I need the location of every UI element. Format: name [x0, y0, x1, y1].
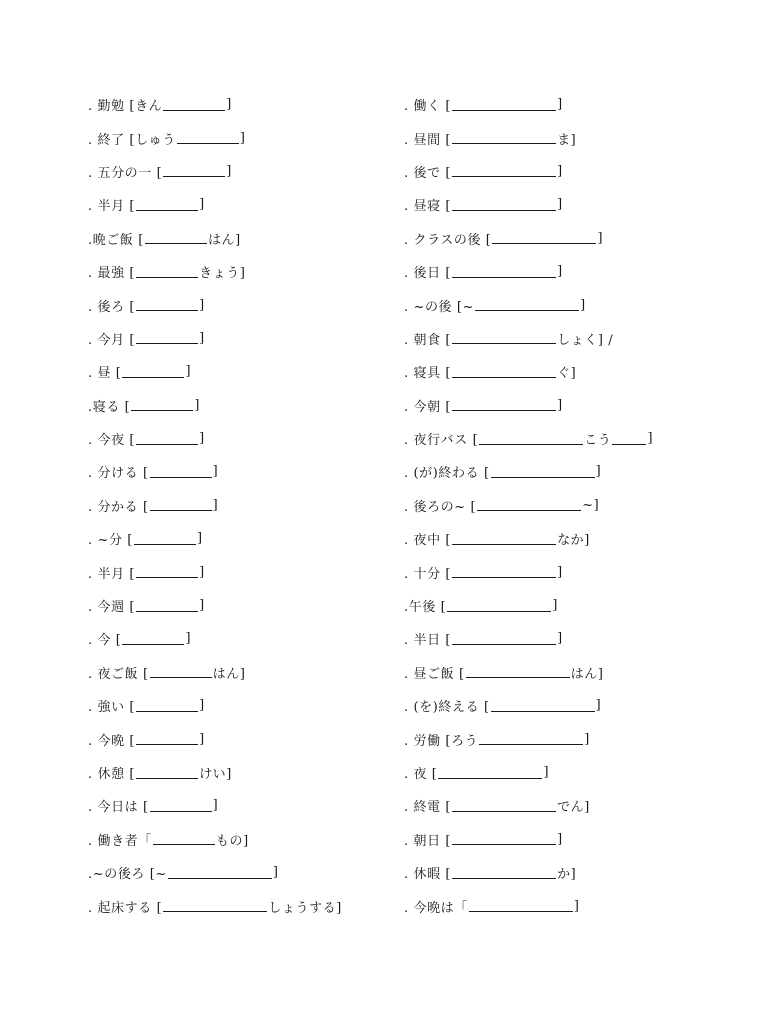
answer-blank[interactable] [150, 800, 212, 812]
item-text: . 今晩は「 [404, 900, 468, 916]
worksheet-item [404, 789, 754, 822]
answer-blank[interactable] [612, 433, 646, 445]
item-text: ] [647, 431, 654, 447]
answer-blank[interactable] [452, 266, 556, 278]
worksheet-item [404, 656, 754, 689]
worksheet-item [404, 856, 754, 889]
worksheet-item [88, 455, 388, 488]
answer-blank[interactable] [136, 600, 198, 612]
answer-blank[interactable] [479, 433, 583, 445]
answer-blank[interactable] [466, 666, 570, 678]
item-text: ] [557, 97, 563, 113]
answer-blank[interactable] [452, 366, 556, 378]
answer-blank[interactable] [163, 900, 267, 912]
item-text: ] [199, 197, 205, 213]
worksheet-item [88, 121, 388, 154]
item-text: . 分ける [ [88, 466, 149, 482]
worksheet-item [88, 322, 388, 355]
item-text: ] [584, 731, 590, 747]
right-column [404, 88, 754, 923]
answer-blank[interactable] [475, 299, 579, 311]
answer-blank[interactable] [145, 232, 207, 244]
left-column [88, 88, 388, 923]
worksheet-item [404, 355, 754, 388]
item-text: か] [557, 867, 577, 883]
answer-blank[interactable] [136, 433, 198, 445]
worksheet-item [88, 789, 388, 822]
item-text: ] [557, 631, 563, 647]
answer-blank[interactable] [491, 700, 595, 712]
item-text: ] [597, 230, 604, 246]
item-text: . 今夜 [ [88, 433, 136, 449]
item-text: けい] [199, 767, 232, 782]
answer-blank[interactable] [447, 600, 551, 612]
worksheet-item [88, 422, 388, 455]
item-text: . 昼間 [ [404, 132, 452, 148]
item-text: ] [196, 531, 203, 547]
answer-blank[interactable] [136, 299, 198, 311]
item-text: ] [573, 898, 580, 914]
answer-blank[interactable] [168, 867, 272, 879]
item-text: . 半月 [ [88, 566, 136, 582]
worksheet-item [88, 222, 388, 255]
worksheet-item [404, 756, 754, 789]
item-text: しょうする] [268, 900, 342, 916]
item-text: ] [199, 598, 205, 614]
answer-blank[interactable] [122, 633, 184, 645]
item-text: . 夜行バス [ [404, 433, 479, 449]
item-text: ] [226, 163, 232, 179]
item-text: でん] [557, 800, 590, 816]
item-text: .晩ご飯 [ [88, 232, 144, 248]
item-text: ] [199, 731, 205, 747]
item-text: はん] [212, 666, 246, 682]
item-text: ] [212, 464, 219, 480]
worksheet-item [404, 121, 754, 154]
worksheet-item [404, 455, 754, 488]
item-text: . 夜中 [ [404, 533, 452, 549]
item-text: .~の後ろ [~ [88, 867, 167, 883]
item-text: ぐ] [557, 366, 577, 382]
item-text: こう [584, 433, 612, 449]
worksheet-item [88, 88, 388, 121]
worksheet-item [88, 489, 388, 522]
worksheet-item [404, 689, 754, 722]
answer-blank[interactable] [136, 700, 198, 712]
worksheet-item [404, 555, 754, 588]
worksheet-item [404, 188, 754, 221]
item-text: ] [212, 497, 219, 513]
item-text: . 分かる [ [88, 499, 149, 515]
item-text: しょく] / [557, 332, 614, 348]
item-text: ] [557, 397, 563, 413]
answer-blank[interactable] [452, 99, 556, 111]
answer-blank[interactable] [131, 399, 193, 411]
worksheet-item [404, 823, 754, 856]
answer-blank[interactable] [452, 833, 556, 845]
worksheet-item [404, 622, 754, 655]
worksheet-item [88, 155, 388, 188]
answer-blank[interactable] [479, 733, 583, 745]
item-text: . ~分 [ [88, 533, 133, 549]
item-text: . 後ろ [ [88, 299, 136, 315]
item-text: .寝る [ [88, 399, 131, 415]
worksheet-item [88, 722, 388, 755]
item-text: ] [185, 364, 192, 380]
item-text: ] [595, 464, 602, 480]
item-text: . 朝日 [ [404, 833, 452, 849]
item-text: ] [557, 831, 563, 847]
item-text: きょう] [199, 266, 246, 282]
answer-blank[interactable] [469, 900, 573, 912]
item-text: ] [557, 197, 563, 213]
worksheet-item [88, 689, 388, 722]
worksheet-item [88, 622, 388, 655]
item-text: . 働き者「 [88, 833, 152, 849]
worksheet-item [88, 756, 388, 789]
item-text: ] [199, 297, 205, 313]
worksheet-item [404, 155, 754, 188]
item-text: . 後で [ [404, 165, 452, 181]
item-text: ] [557, 163, 563, 179]
item-text: ] [595, 698, 602, 714]
item-text: . 休憩 [ [88, 767, 136, 782]
answer-blank[interactable] [492, 232, 596, 244]
answer-blank[interactable] [153, 833, 215, 845]
answer-blank[interactable] [122, 366, 184, 378]
worksheet-item [88, 288, 388, 321]
worksheet-item [88, 555, 388, 588]
worksheet-item [404, 88, 754, 121]
item-text: . 五分の一 [ [88, 165, 163, 181]
item-text: ] [212, 798, 219, 814]
answer-blank[interactable] [150, 666, 212, 678]
item-text: . 最強 [ [88, 266, 136, 282]
item-text: . 昼寝 [ [404, 199, 452, 215]
answer-blank[interactable] [150, 499, 212, 511]
answer-blank[interactable] [452, 132, 556, 144]
item-text: もの] [215, 833, 249, 849]
worksheet-item [404, 489, 754, 522]
item-text: ] [199, 431, 205, 447]
answer-blank[interactable] [452, 800, 556, 812]
item-text: . 起床する [ [88, 900, 163, 916]
worksheet-item [88, 589, 388, 622]
item-text: . 半日 [ [404, 633, 452, 649]
worksheet-item [404, 255, 754, 288]
answer-blank[interactable] [163, 99, 225, 111]
answer-blank[interactable] [452, 633, 556, 645]
item-text: ] [580, 297, 586, 313]
item-text: . ~の後 [~ [404, 299, 475, 315]
answer-blank[interactable] [452, 566, 556, 578]
item-text: ] [272, 865, 279, 881]
answer-blank[interactable] [452, 533, 556, 545]
answer-blank[interactable] [491, 466, 595, 478]
item-text: はん] [570, 666, 604, 682]
answer-blank[interactable] [134, 533, 196, 545]
worksheet-item [88, 656, 388, 689]
item-text: ] [199, 330, 205, 346]
item-text: . 昼ご飯 [ [404, 666, 465, 682]
worksheet-item [404, 722, 754, 755]
item-text: . 勤勉 [きん [88, 99, 163, 115]
item-text: ] [199, 564, 205, 580]
item-text: ] [543, 765, 550, 780]
item-text: ] [552, 598, 559, 614]
answer-blank[interactable] [177, 132, 239, 144]
item-text: . 寝具 [ [404, 366, 452, 382]
item-text: . 今晩 [ [88, 733, 136, 749]
answer-blank[interactable] [136, 767, 198, 779]
worksheet-item [88, 823, 388, 856]
item-text: . 半月 [ [88, 199, 136, 215]
answer-blank[interactable] [136, 332, 198, 344]
item-text: . 今月 [ [88, 332, 136, 348]
item-text: ] [226, 97, 232, 113]
item-text: ] [185, 631, 192, 647]
item-text: . 強い [ [88, 700, 136, 716]
worksheet-item [88, 522, 388, 555]
item-text: .午後 [ [404, 600, 447, 616]
item-text: . 今朝 [ [404, 399, 452, 415]
answer-blank[interactable] [150, 466, 212, 478]
item-text: はん] [207, 232, 241, 248]
answer-blank[interactable] [452, 199, 556, 211]
answer-blank[interactable] [136, 266, 198, 278]
worksheet-item [88, 889, 388, 922]
worksheet-item [88, 856, 388, 889]
worksheet-item [404, 389, 754, 422]
item-text: . 労働 [ろう [404, 733, 479, 749]
worksheet-item [404, 322, 754, 355]
worksheet-item [404, 422, 754, 455]
item-text: . 後ろの~ [ [404, 499, 477, 515]
item-text: . 今日は [ [88, 800, 149, 816]
item-text: ] [239, 130, 246, 146]
item-text: ] [557, 264, 563, 280]
item-text: . (が)終わる [ [404, 466, 490, 482]
item-text: . 休暇 [ [404, 867, 452, 883]
item-text: . 夜 [ [404, 767, 438, 782]
item-text: . (を)終える [ [404, 700, 490, 716]
item-text: . 今 [ [88, 633, 122, 649]
answer-blank[interactable] [477, 499, 581, 511]
item-text: . 終了 [しゅう [88, 132, 176, 148]
item-text: . 今週 [ [88, 600, 136, 616]
item-text: ~] [582, 497, 600, 513]
answer-blank[interactable] [136, 199, 198, 211]
answer-blank[interactable] [438, 767, 542, 779]
answer-blank[interactable] [452, 332, 556, 344]
item-text: . 働く [ [404, 99, 452, 115]
answer-blank[interactable] [452, 867, 556, 879]
answer-blank[interactable] [452, 165, 556, 177]
item-text: ] [199, 698, 205, 714]
worksheet-item [404, 589, 754, 622]
item-text: ] [557, 564, 563, 580]
worksheet-item [404, 222, 754, 255]
item-text: . 朝食 [ [404, 332, 452, 348]
item-text: . 後日 [ [404, 266, 452, 282]
worksheet-item [88, 255, 388, 288]
worksheet-item [404, 288, 754, 321]
worksheet-item [404, 522, 754, 555]
item-text: . 十分 [ [404, 566, 452, 582]
item-text: . 昼 [ [88, 366, 122, 382]
worksheet-item [404, 889, 754, 922]
item-text: なか] [557, 533, 590, 549]
answer-blank[interactable] [452, 399, 556, 411]
answer-blank[interactable] [136, 566, 198, 578]
item-text: . 夜ご飯 [ [88, 666, 149, 682]
item-text: . 終電 [ [404, 800, 452, 816]
item-text: . クラスの後 [ [404, 232, 492, 248]
worksheet-item [88, 355, 388, 388]
answer-blank[interactable] [163, 165, 225, 177]
item-text: ま] [557, 132, 577, 148]
worksheet-item [88, 188, 388, 221]
answer-blank[interactable] [136, 733, 198, 745]
worksheet-item [88, 389, 388, 422]
item-text: ] [194, 397, 201, 413]
